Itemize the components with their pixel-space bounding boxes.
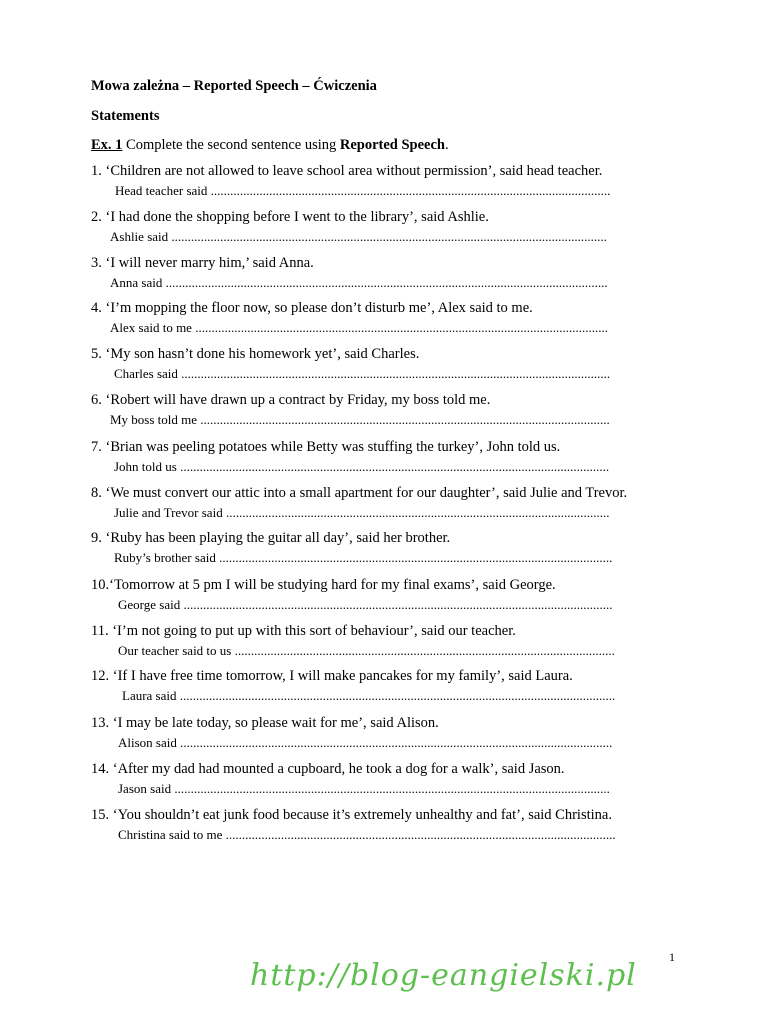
exercise-answer-line: Ruby’s brother said ......................................................................................................................... xyxy=(114,550,613,565)
exercise-question: 5. ‘My son hasn’t done his homework yet’, said Charles. xyxy=(91,346,420,362)
exercise-label: Ex. 1 xyxy=(91,137,123,153)
exercise-question: 7. ‘Brian was peeling potatoes while Betty was stuffing the turkey’, John told us. xyxy=(91,439,561,455)
exercise-answer-line: Charles said .................................................................................................................................... xyxy=(114,366,611,381)
exercise-question: 12. ‘If I have free time tomorrow, I will make pancakes for my family’, said Laura. xyxy=(91,668,573,684)
exercise-answer-line: Christina said to me ........................................................................................................................ xyxy=(118,827,616,842)
exercise-answer-line: Our teacher said to us ..................................................................................................................... xyxy=(118,643,615,658)
exercise-question: 8. ‘We must convert our attic into a small apartment for our daughter’, said Julie and Trevor. xyxy=(91,485,628,501)
page-title: Mowa zależna – Reported Speech – Ćwiczenia xyxy=(91,78,377,94)
instruction-bold-text: Reported Speech xyxy=(339,137,445,153)
exercise-question: 15. ‘You shouldn’t eat junk food because it’s extremely unhealthy and fat’, said Christina. xyxy=(91,807,612,823)
exercise-answer-line: George said .................................................................................................................................... xyxy=(118,597,613,612)
footer-link[interactable]: http://blog-eangielski.pl xyxy=(250,958,637,993)
exercise-answer-line: Anna said ........................................................................................................................................ xyxy=(110,275,608,290)
exercise-question: 10.‘Tomorrow at 5 pm I will be studying hard for my final exams’, said George. xyxy=(91,577,556,593)
exercise-answer-line: Alex said to me ............................................................................................................................... xyxy=(110,320,608,335)
exercise-answer-line: Alison said ..................................................................................................................................... xyxy=(118,735,613,750)
exercise-question: 2. ‘I had done the shopping before I went to the library’, said Ashlie. xyxy=(91,209,489,225)
exercise-answer-line: Head teacher said ........................................................................................................................... xyxy=(115,183,611,198)
exercise-answer-line: John told us .................................................................................................................................... xyxy=(114,459,610,474)
section-title: Statements xyxy=(91,108,160,124)
exercise-question: 4. ‘I’m mopping the floor now, so please don’t disturb me’, Alex said to me. xyxy=(91,300,533,316)
exercise-answer-line: Ashlie said ...................................................................................................................................... xyxy=(110,229,607,244)
instruction-text-end: . xyxy=(445,137,449,153)
exercise-question: 14. ‘After my dad had mounted a cupboard, he took a dog for a walk’, said Jason. xyxy=(91,761,565,777)
exercise-question: 3. ‘I will never marry him,’ said Anna. xyxy=(91,255,314,271)
exercise-answer-line: Julie and Trevor said ...................................................................................................................... xyxy=(114,505,610,520)
exercise-question: 1. ‘Children are not allowed to leave school area without permission’, said head teacher. xyxy=(91,163,603,179)
exercise-question: 6. ‘Robert will have drawn up a contract by Friday, my boss told me. xyxy=(91,392,491,408)
exercise-question: 9. ‘Ruby has been playing the guitar all day’, said her brother. xyxy=(91,530,451,546)
exercise-answer-line: My boss told me .............................................................................................................................. xyxy=(110,412,610,427)
instruction-text: Complete the second sentence using xyxy=(122,137,340,153)
page-number: 1 xyxy=(669,950,675,964)
exercise-instruction xyxy=(91,137,449,154)
exercise-answer-line: Jason said ...................................................................................................................................... xyxy=(118,781,610,796)
exercise-answer-line: Laura said ...................................................................................................................................... xyxy=(122,688,616,703)
exercise-question: 11. ‘I’m not going to put up with this sort of behaviour’, said our teacher. xyxy=(91,623,516,639)
exercise-question: 13. ‘I may be late today, so please wait for me’, said Alison. xyxy=(91,715,439,731)
